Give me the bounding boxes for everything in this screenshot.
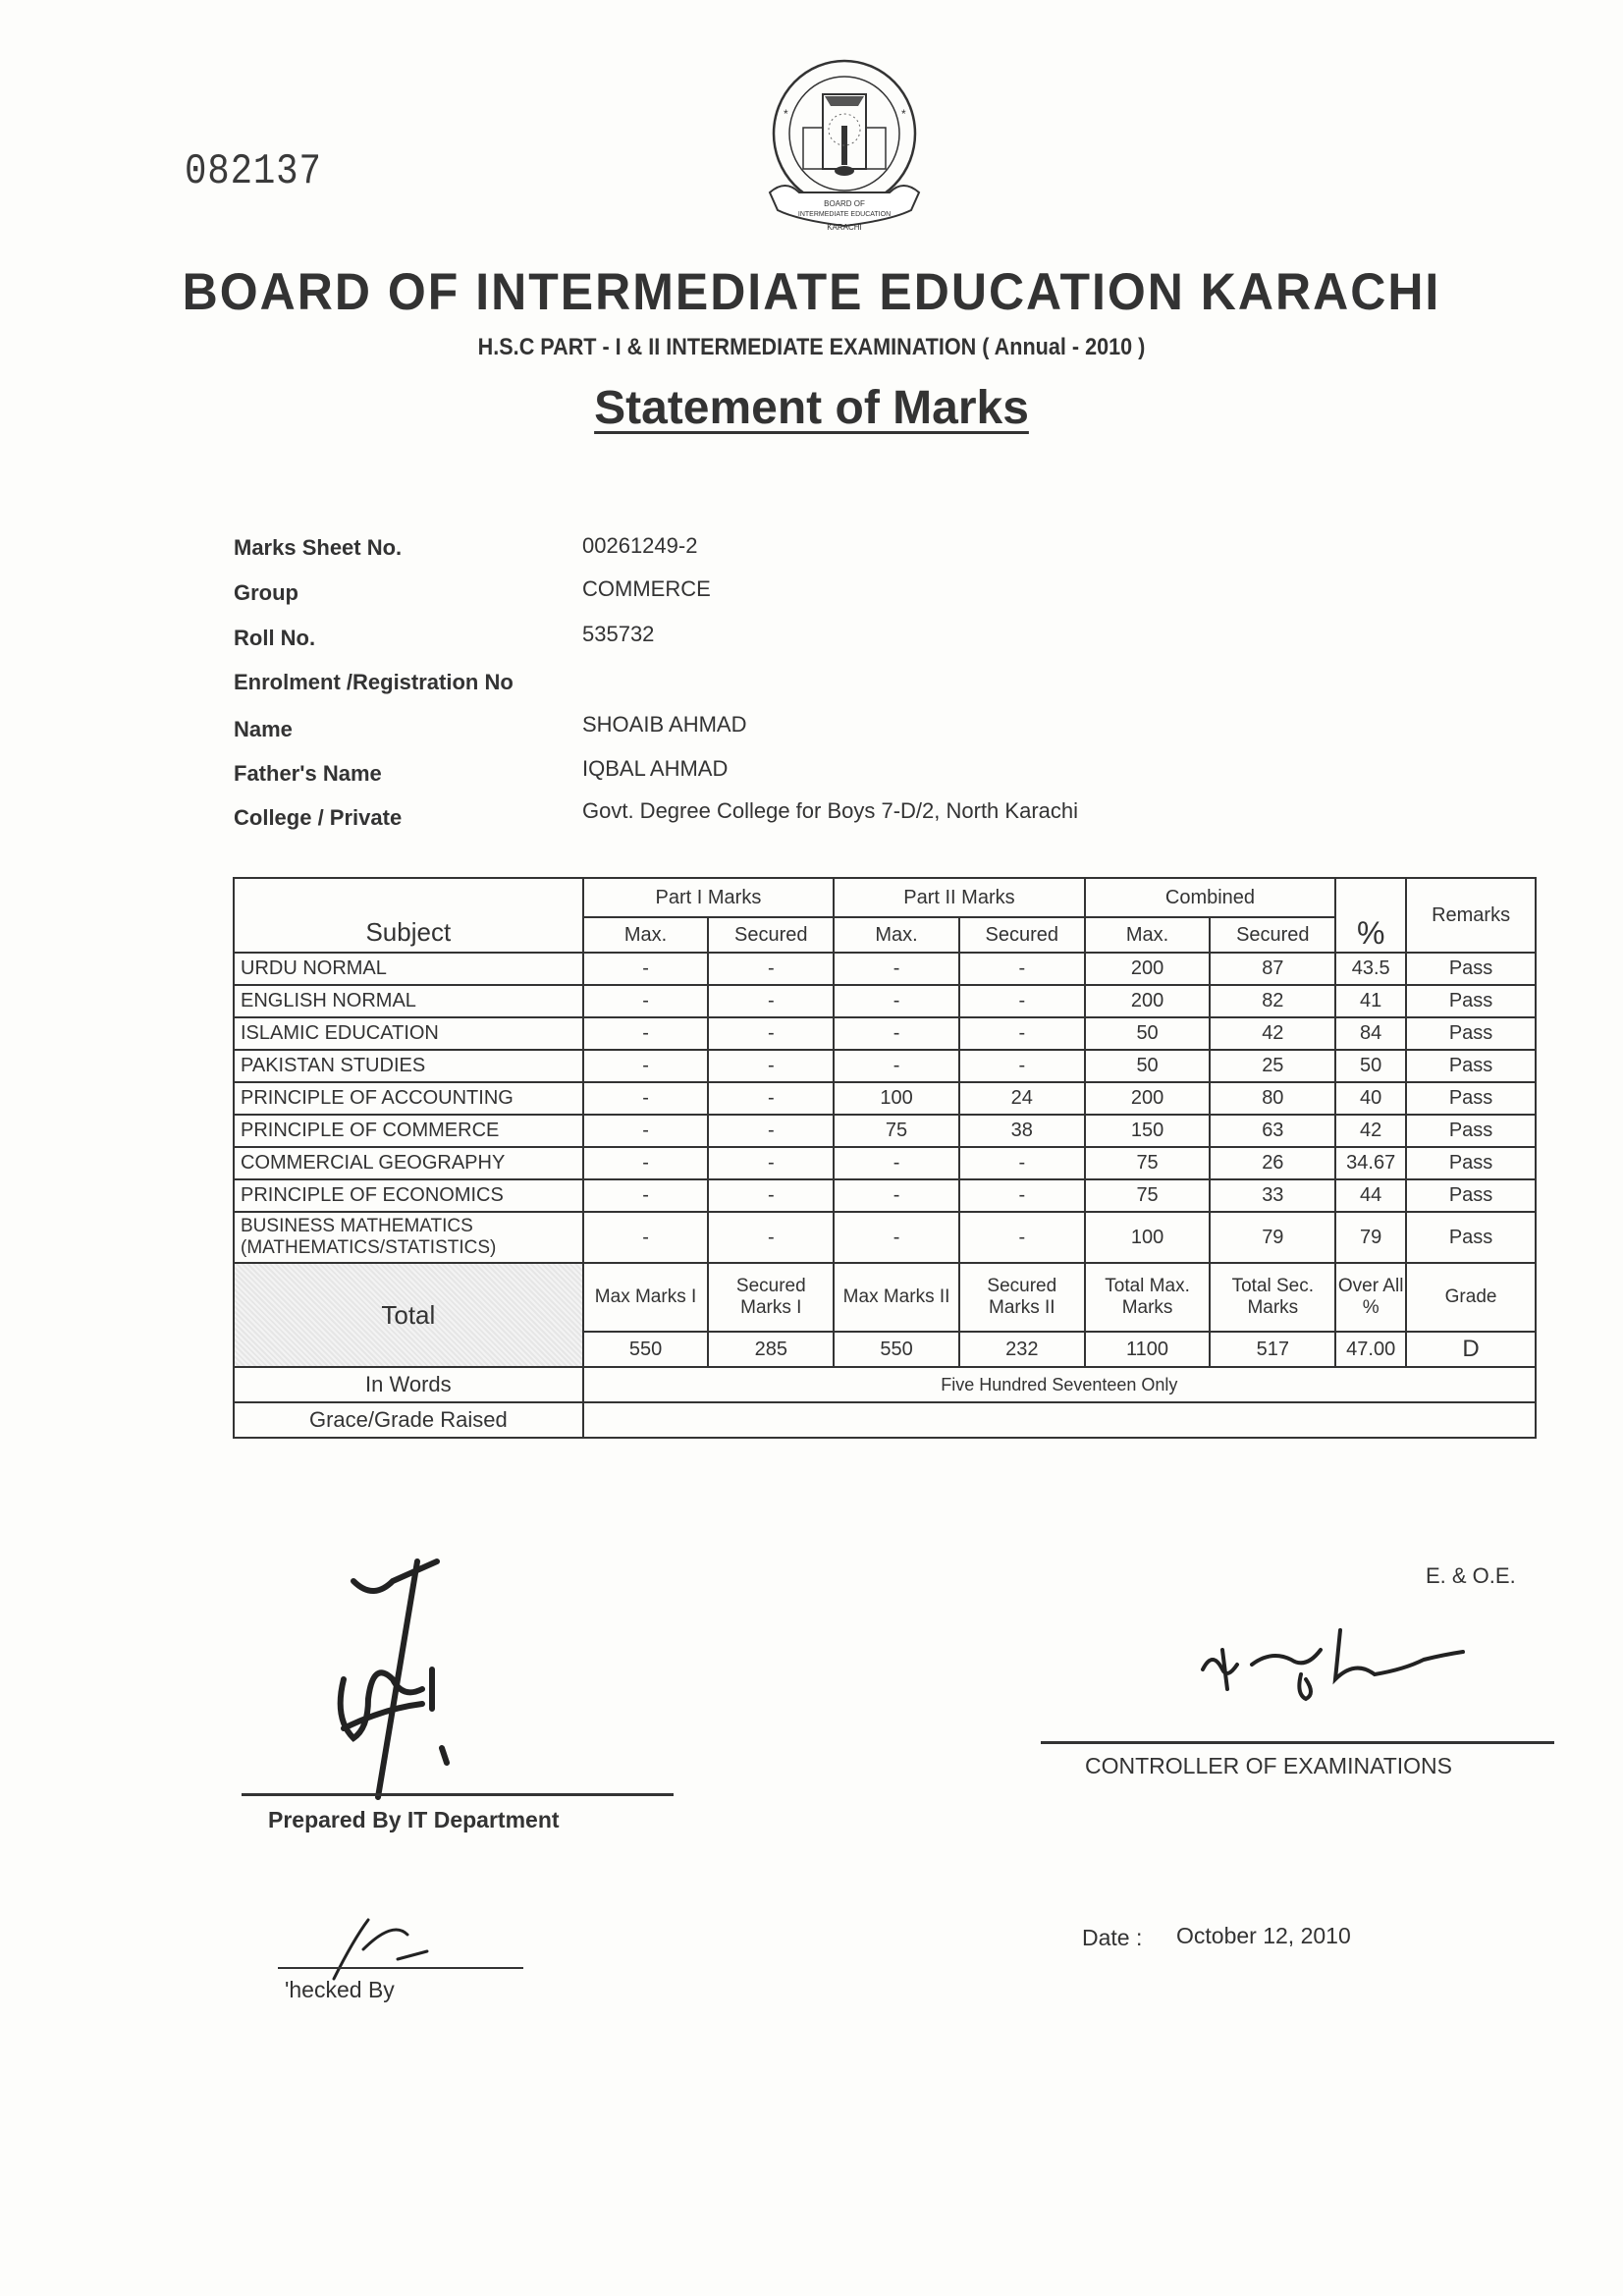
info-label-father: Father's Name: [234, 761, 382, 786]
controller-signature-line: [1041, 1741, 1554, 1744]
cell-p1-max: -: [583, 1179, 709, 1212]
header-c-max: Max.: [1085, 917, 1211, 953]
cell-c-sec: 33: [1210, 1179, 1335, 1212]
cell-c-sec: 26: [1210, 1147, 1335, 1179]
total-header-max2: Max Marks II: [834, 1263, 959, 1332]
header-part1: Part I Marks: [583, 878, 835, 917]
cell-c-max: 200: [1085, 953, 1211, 985]
cell-remarks: Pass: [1406, 1017, 1536, 1050]
header-combined: Combined: [1085, 878, 1336, 917]
subject-name: ENGLISH NORMAL: [234, 985, 583, 1017]
info-value-father: IQBAL AHMAD: [582, 756, 729, 781]
cell-p1-sec: -: [708, 1147, 834, 1179]
table-row: [234, 1212, 1536, 1263]
cell-pct: 50: [1335, 1050, 1406, 1082]
cell-remarks: Pass: [1406, 1115, 1536, 1147]
total-header-overall-pct: Over All %: [1335, 1263, 1406, 1332]
cell-p2-sec: -: [959, 1050, 1085, 1082]
cell-c-sec: 79: [1210, 1212, 1335, 1263]
cell-p2-sec: -: [959, 1017, 1085, 1050]
document-title-wrap: [0, 381, 1623, 435]
cell-c-max: 100: [1085, 1212, 1211, 1263]
svg-text:*: *: [901, 107, 906, 121]
cell-pct: 34.67: [1335, 1147, 1406, 1179]
prepared-signature-line: [242, 1793, 674, 1796]
info-label-group: Group: [234, 580, 298, 605]
subject-rows: [234, 953, 1536, 1263]
cell-p2-max: -: [834, 1017, 959, 1050]
subject-name: PRINCIPLE OF COMMERCE: [234, 1115, 583, 1147]
header-subject: Subject: [234, 878, 583, 953]
cell-p1-sec: -: [708, 1017, 834, 1050]
total-max2: 550: [834, 1332, 959, 1367]
total-header-total-max: Total Max. Marks: [1085, 1263, 1211, 1332]
cell-c-max: 200: [1085, 985, 1211, 1017]
cell-p1-sec: -: [708, 1212, 834, 1263]
cell-p1-sec: -: [708, 1179, 834, 1212]
cell-p2-sec: -: [959, 1147, 1085, 1179]
cell-p1-sec: -: [708, 1050, 834, 1082]
controller-caption: CONTROLLER OF EXAMINATIONS: [1085, 1753, 1453, 1778]
header-p2-secured: Secured: [959, 917, 1085, 953]
table-row: [234, 1082, 1536, 1115]
cell-p1-sec: -: [708, 1115, 834, 1147]
cell-remarks: Pass: [1406, 985, 1536, 1017]
cell-p2-max: -: [834, 1212, 959, 1263]
cell-p2-max: -: [834, 985, 959, 1017]
grace-row: [234, 1402, 1536, 1438]
cell-p2-sec: 38: [959, 1115, 1085, 1147]
subject-name: ISLAMIC EDUCATION: [234, 1017, 583, 1050]
grace-label: Grace/Grade Raised: [234, 1402, 583, 1438]
total-header-sec2: Secured Marks II: [959, 1263, 1085, 1332]
header-percent: %: [1335, 878, 1406, 953]
subject-name: COMMERCIAL GEOGRAPHY: [234, 1147, 583, 1179]
cell-c-max: 50: [1085, 1017, 1211, 1050]
cell-p1-max: -: [583, 1082, 709, 1115]
total-header-max1: Max Marks I: [583, 1263, 709, 1332]
subject-name: BUSINESS MATHEMATICS (MATHEMATICS/STATISTICS): [234, 1212, 583, 1263]
cell-remarks: Pass: [1406, 1179, 1536, 1212]
header-p2-max: Max.: [834, 917, 959, 953]
cell-p1-max: -: [583, 1115, 709, 1147]
info-value-roll: 535732: [582, 622, 655, 646]
date-value: October 12, 2010: [1176, 1923, 1351, 1948]
table-row: [234, 953, 1536, 985]
info-value-college: Govt. Degree College for Boys 7-D/2, North Karachi: [582, 798, 1079, 823]
table-row: [234, 1050, 1536, 1082]
board-seal-icon: [756, 57, 933, 253]
cell-c-max: 150: [1085, 1115, 1211, 1147]
date-label: Date :: [1082, 1925, 1143, 1950]
cell-c-sec: 82: [1210, 985, 1335, 1017]
info-value-group: COMMERCE: [582, 576, 711, 601]
subject-name: PRINCIPLE OF ACCOUNTING: [234, 1082, 583, 1115]
info-label-name: Name: [234, 717, 293, 741]
cell-c-max: 75: [1085, 1147, 1211, 1179]
serial-number: 082137: [185, 147, 322, 196]
cell-c-max: 200: [1085, 1082, 1211, 1115]
cell-c-sec: 80: [1210, 1082, 1335, 1115]
cell-remarks: Pass: [1406, 1050, 1536, 1082]
grade: D: [1406, 1332, 1536, 1367]
header-p1-max: Max.: [583, 917, 709, 953]
header-row-groups: [234, 878, 1536, 917]
cell-p2-sec: -: [959, 985, 1085, 1017]
cell-remarks: Pass: [1406, 1212, 1536, 1263]
checked-caption: 'hecked By: [285, 1977, 395, 2002]
cell-remarks: Pass: [1406, 953, 1536, 985]
cell-p2-sec: -: [959, 953, 1085, 985]
total-header-grade: Grade: [1406, 1263, 1536, 1332]
info-label-enrolment: Enrolment /Registration No: [234, 670, 514, 694]
board-title: BOARD OF INTERMEDIATE EDUCATION KARACHI: [182, 262, 1441, 321]
cell-pct: 44: [1335, 1179, 1406, 1212]
in-words-value: Five Hundred Seventeen Only: [583, 1367, 1536, 1402]
cell-pct: 41: [1335, 985, 1406, 1017]
cell-pct: 40: [1335, 1082, 1406, 1115]
seal-ribbon-line-1: BOARD OF: [824, 199, 865, 208]
cell-p2-sec: -: [959, 1179, 1085, 1212]
total-sec2: 232: [959, 1332, 1085, 1367]
table-row: [234, 1179, 1536, 1212]
info-label-roll: Roll No.: [234, 626, 316, 650]
grace-value: [583, 1402, 1536, 1438]
exam-subtitle: H.S.C PART - I & II INTERMEDIATE EXAMINATION ( Annual - 2010 ): [477, 334, 1146, 360]
cell-p2-max: -: [834, 1179, 959, 1212]
eoe-note: E. & O.E.: [1426, 1563, 1516, 1588]
cell-pct: 84: [1335, 1017, 1406, 1050]
cell-p2-max: 100: [834, 1082, 959, 1115]
info-label-marks-sheet: Marks Sheet No.: [234, 535, 403, 560]
cell-p1-max: -: [583, 985, 709, 1017]
in-words-label: In Words: [234, 1367, 583, 1402]
cell-pct: 43.5: [1335, 953, 1406, 985]
total-header-sec1: Secured Marks I: [708, 1263, 834, 1332]
cell-p2-sec: -: [959, 1212, 1085, 1263]
cell-p1-max: -: [583, 953, 709, 985]
cell-p1-max: -: [583, 1212, 709, 1263]
cell-p2-max: -: [834, 1147, 959, 1179]
svg-text:*: *: [784, 107, 788, 121]
cell-p2-max: 75: [834, 1115, 959, 1147]
header-remarks: Remarks: [1406, 878, 1536, 953]
prepared-caption: Prepared By IT Department: [268, 1807, 560, 1832]
cell-c-sec: 87: [1210, 953, 1335, 985]
cell-c-max: 75: [1085, 1179, 1211, 1212]
cell-c-sec: 63: [1210, 1115, 1335, 1147]
cell-pct: 42: [1335, 1115, 1406, 1147]
cell-p2-max: -: [834, 1050, 959, 1082]
controller-signature-icon: [1193, 1620, 1527, 1714]
subject-name: PAKISTAN STUDIES: [234, 1050, 583, 1082]
cell-p1-max: -: [583, 1017, 709, 1050]
header-p1-secured: Secured: [708, 917, 834, 953]
subject-name: URDU NORMAL: [234, 953, 583, 985]
info-value-name: SHOAIB AHMAD: [582, 712, 747, 737]
cell-p1-sec: -: [708, 985, 834, 1017]
table-row: [234, 1115, 1536, 1147]
checked-signature-line: [278, 1967, 523, 1969]
table-row: [234, 985, 1536, 1017]
prepared-signature-icon: [324, 1552, 501, 1812]
cell-c-sec: 42: [1210, 1017, 1335, 1050]
header-part2: Part II Marks: [834, 878, 1085, 917]
header-c-secured: Secured: [1210, 917, 1335, 953]
marks-table: [233, 877, 1537, 1439]
cell-c-max: 50: [1085, 1050, 1211, 1082]
seal-ribbon-line-3: KARACHI: [827, 223, 862, 232]
cell-pct: 79: [1335, 1212, 1406, 1263]
cell-p1-max: -: [583, 1147, 709, 1179]
total-sec1: 285: [708, 1332, 834, 1367]
cell-p2-max: -: [834, 953, 959, 985]
in-words-row: [234, 1367, 1536, 1402]
total-header-row: [234, 1263, 1536, 1332]
cell-p1-max: -: [583, 1050, 709, 1082]
overall-percent: 47.00: [1335, 1332, 1406, 1367]
total-label: Total: [234, 1263, 583, 1367]
total-secured: 517: [1210, 1332, 1335, 1367]
table-row: [234, 1147, 1536, 1179]
cell-p2-sec: 24: [959, 1082, 1085, 1115]
total-max1: 550: [583, 1332, 709, 1367]
total-header-total-sec: Total Sec. Marks: [1210, 1263, 1335, 1332]
cell-p1-sec: -: [708, 1082, 834, 1115]
document-title: Statement of Marks: [594, 382, 1029, 434]
cell-c-sec: 25: [1210, 1050, 1335, 1082]
seal-ribbon-line-2: INTERMEDIATE EDUCATION: [797, 211, 892, 218]
info-label-college: College / Private: [234, 805, 403, 830]
subject-name: PRINCIPLE OF ECONOMICS: [234, 1179, 583, 1212]
info-value-marks-sheet: 00261249-2: [582, 533, 698, 558]
cell-p1-sec: -: [708, 953, 834, 985]
cell-remarks: Pass: [1406, 1147, 1536, 1179]
total-max: 1100: [1085, 1332, 1211, 1367]
table-row: [234, 1017, 1536, 1050]
cell-remarks: Pass: [1406, 1082, 1536, 1115]
